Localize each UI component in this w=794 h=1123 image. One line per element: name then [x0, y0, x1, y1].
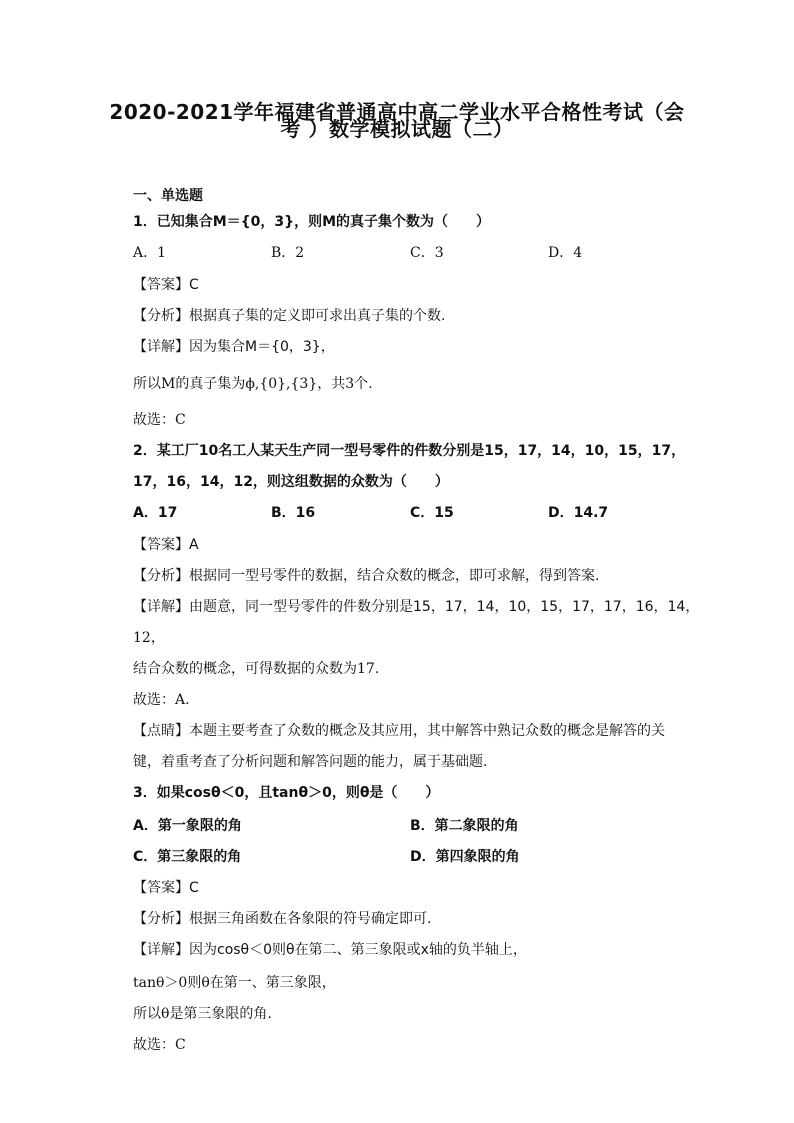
q3-detail-line2: tanθ＞0则θ在第一、第三象限，	[133, 975, 336, 991]
q2-analysis: 【分析】根据同一型号零件的数据，结合众数的概念，即可求解，得到答案.	[133, 568, 600, 584]
q2-option-c: C．15	[410, 505, 454, 521]
q3-option-b: B．第二象限的角	[410, 818, 519, 834]
doc-title-line1: 2020-2021学年福建省普通高中高二学业水平合格性考试（会	[109, 100, 685, 124]
q2-detail-line3: 结合众数的概念，可得数据的众数为17.	[133, 661, 380, 677]
q1-analysis: 【分析】根据真子集的定义即可求出真子集的个数.	[133, 308, 446, 324]
q2-detail-line1: 【详解】由题意，同一型号零件的件数分别是15，17，14，10，15，17，17，16，14，	[133, 599, 700, 615]
q2-answer: 【答案】A	[133, 537, 199, 553]
q3-stem: 3．如果cosθ＜0，且tanθ＞0，则θ是（ ）	[133, 785, 440, 801]
q2-stem-line2: 17，16，14，12，则这组数据的众数为（ ）	[133, 474, 449, 490]
q2-stem-line1: 2．某工厂10名工人某天生产同一型号零件的件数分别是15，17，14，10，15，17，	[133, 443, 686, 459]
q1-detail2: 所以M的真子集为ϕ,{0},{3}，共3个.	[133, 376, 373, 392]
q3-option-d: D．第四象限的角	[410, 849, 520, 865]
q1-stem: 1．已知集合M＝{0，3}，则M的真子集个数为（ ）	[133, 214, 491, 230]
q3-detail-line1: 【详解】因为cosθ＜0则θ在第二、第三象限或x轴的负半轴上，	[133, 942, 527, 958]
q3-answer: 【答案】C	[133, 880, 199, 896]
q3-option-c: C．第三象限的角	[133, 849, 242, 865]
q1-detail: 【详解】因为集合M＝{0，3}，	[133, 339, 335, 355]
q2-result: 故选：A.	[133, 692, 190, 708]
q2-option-a: A．17	[133, 505, 178, 521]
q1-option-c: C．3	[410, 245, 444, 261]
q3-result: 故选：C	[133, 1037, 186, 1053]
q1-option-a: A．1	[133, 245, 167, 261]
doc-title-line2: 考 ）数学模拟试题（二）	[280, 117, 514, 141]
q2-comment-line1: 【点睛】本题主要考查了众数的概念及其应用，其中解答中熟记众数的概念是解答的关	[133, 723, 665, 739]
q3-detail-line3: 所以θ是第三象限的角.	[133, 1006, 272, 1022]
q3-analysis: 【分析】根据三角函数在各象限的符号确定即可.	[133, 911, 432, 927]
q2-detail-line2: 12，	[133, 630, 165, 646]
q1-option-d: D．4	[548, 245, 583, 261]
q1-result: 故选：C	[133, 412, 186, 428]
q2-option-d: D．14.7	[548, 505, 609, 521]
q3-option-a: A．第一象限的角	[133, 818, 242, 834]
q2-comment-line2: 键，着重考查了分析问题和解答问题的能力，属于基础题.	[133, 754, 488, 770]
q2-option-b: B．16	[271, 505, 316, 521]
section-heading: 一、单选题	[133, 188, 203, 204]
q1-answer: 【答案】C	[133, 277, 199, 293]
q1-option-b: B．2	[271, 245, 305, 261]
